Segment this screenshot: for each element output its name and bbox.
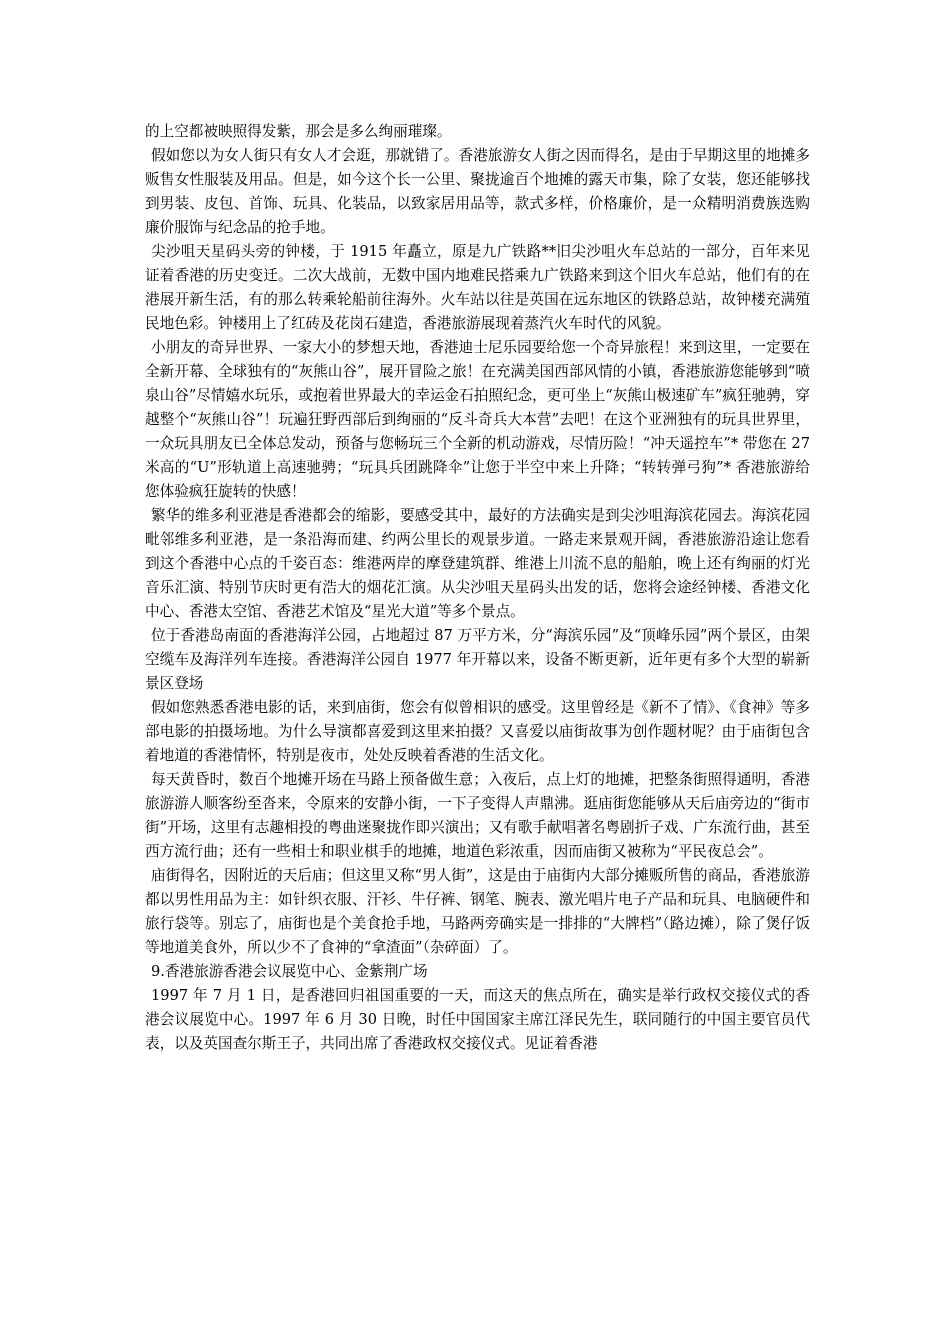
paragraph-clock-tower: 尖沙咀天星码头旁的钟楼，于 1915 年矗立，原是九广铁路**旧尖沙咀火车总站的一部分，百年来见证着香港的历史变迁。二次大战前，无数中国内地难民搭乘九广铁路来到这个旧火车总站，他们有的在港展开新生活，有的那么转乘轮船前往海外。火车站以往是英国在远东地区的铁路总站，故钟楼充满殖民地色彩。钟楼用上了红砖及花岗石建造，香港旅游展现着蒸汽火车时代的风貌。 [145, 243, 810, 332]
paragraph-continuation: 的上空都被映照得发紫，那会是多么绚丽璀璨。 [145, 123, 452, 140]
paragraph-temple-street-intro: 假如您熟悉香港电影的话，来到庙街，您会有似曾相识的感受。这里曾经是《新不了情》、《食神》等多部电影的拍摄场地。为什么导演都喜爱到这里来拍摄？又喜爱以庙街故事为创作题材呢？由于庙街包含着地道的香港情怀，特别是夜市，处处反映着香港的生活文化。 [145, 699, 810, 764]
paragraph-temple-street-name: 庙街得名，因附近的天后庙；但这里又称“男人街”，这是由于庙街内大部分摊贩所售的商品，香港旅游都以男性用品为主：如针织衣服、汗衫、牛仔裤、钢笔、腕表、激光唱片电子产品和玩具、电脑硬件和旅行袋等。别忘了，庙街也是个美食抢手地，马路两旁确实是一排排的“大牌档”（路边摊），除了煲仔饭等地道美食外，所以少不了食神的“拿渣面”（杂碎面）了。 [145, 867, 810, 956]
paragraph-victoria-harbour: 繁华的维多利亚港是香港都会的缩影，要感受其中，最好的方法确实是到尖沙咀海滨花园去。海滨花园毗邻维多利亚港，是一条沿海而建、约两公里长的观景步道。一路走来景观开阔，香港旅游沿途让您看到这个香港中心点的千姿百态：维港两岸的摩登建筑群、维港上川流不息的船舶，晚上还有绚丽的灯光音乐汇演、特别节庆时更有浩大的烟花汇演。从尖沙咀天星码头出发的话，您将会途经钟楼、香港文化中心、香港太空馆、香港艺术馆及“星光大道”等多个景点。 [145, 507, 810, 620]
section-heading: 9.香港旅游香港会议展览中心、金紫荆广场 [151, 963, 428, 980]
paragraph-temple-street-night: 每天黄昏时，数百个地摊开场在马路上预备做生意；入夜后，点上灯的地摊，把整条街照得通明，香港旅游游人顺客纷至沓来，令原来的安静小街，一下子变得人声鼎沸。逛庙街您能够从天后庙旁边的“街市街”开场，这里有志趣相投的粤曲迷聚拢作即兴演出；又有歌手献唱著名粤剧折子戏、广东流行曲，甚至西方流行曲；还有一些相士和职业棋手的地摊，地道色彩浓重，因而庙街又被称为“平民夜总会”。 [145, 771, 810, 860]
paragraph-ocean-park: 位于香港岛南面的香港海洋公园，占地超过 87 万平方米，分“海滨乐园”及“顶峰乐园”两个景区，由架空缆车及海洋列车连接。香港海洋公园自 1977 年开幕以来，设备不断更新，近年更有多个大型的崭新景区登场 [145, 627, 810, 692]
paragraph-convention-centre: 1997 年 7 月 1 日，是香港回归祖国重要的一天，而这天的焦点所在，确实是举行政权交接仪式的香港会议展览中心。1997 年 6 月 30 日晚，时任中国国家主席江泽民先生，联同随行的中国主要官员代表，以及英国查尔斯王子，共同出席了香港政权交接仪式。见证着香港 [145, 987, 810, 1052]
document-page [145, 120, 810, 1056]
paragraph-disneyland: 小朋友的奇异世界、一家大小的梦想天地，香港迪士尼乐园要给您一个奇异旅程！来到这里，一定要在全新开幕、全球独有的“灰熊山谷”，展开冒险之旅！在充满美国西部风情的小镇，香港旅游您能够到“喷泉山谷”尽情嬉水玩乐，或抱着世界最大的幸运金石拍照纪念，更可坐上“灰熊山极速矿车”疯狂驰骋，穿越整个“灰熊山谷”！玩遍狂野西部后到绚丽的“反斗奇兵大本营”去吧！在这个亚洲独有的玩具世界里，一众玩具朋友已全体总发动，预备与您畅玩三个全新的机动游戏，尽情历险！“冲天遥控车”* 带您在 27 米高的“U”形轨道上高速驰骋；“玩具兵团跳降伞”让您于半空中来上升降；“转转弹弓狗”* 香港旅游给您体验疯狂旋转的快感！ [145, 339, 810, 500]
paragraph-ladies-street: 假如您以为女人街只有女人才会逛，那就错了。香港旅游女人街之因而得名，是由于早期这里的地摊多贩售女性服装及用品。但是，如今这个长一公里、聚拢逾百个地摊的露天市集，除了女装，您还能够找到男装、皮包、首饰、玩具、化装品，以致家居用品等，款式多样，价格廉价，是一众精明消费族选购廉价服饰与纪念品的抢手地。 [145, 147, 810, 236]
